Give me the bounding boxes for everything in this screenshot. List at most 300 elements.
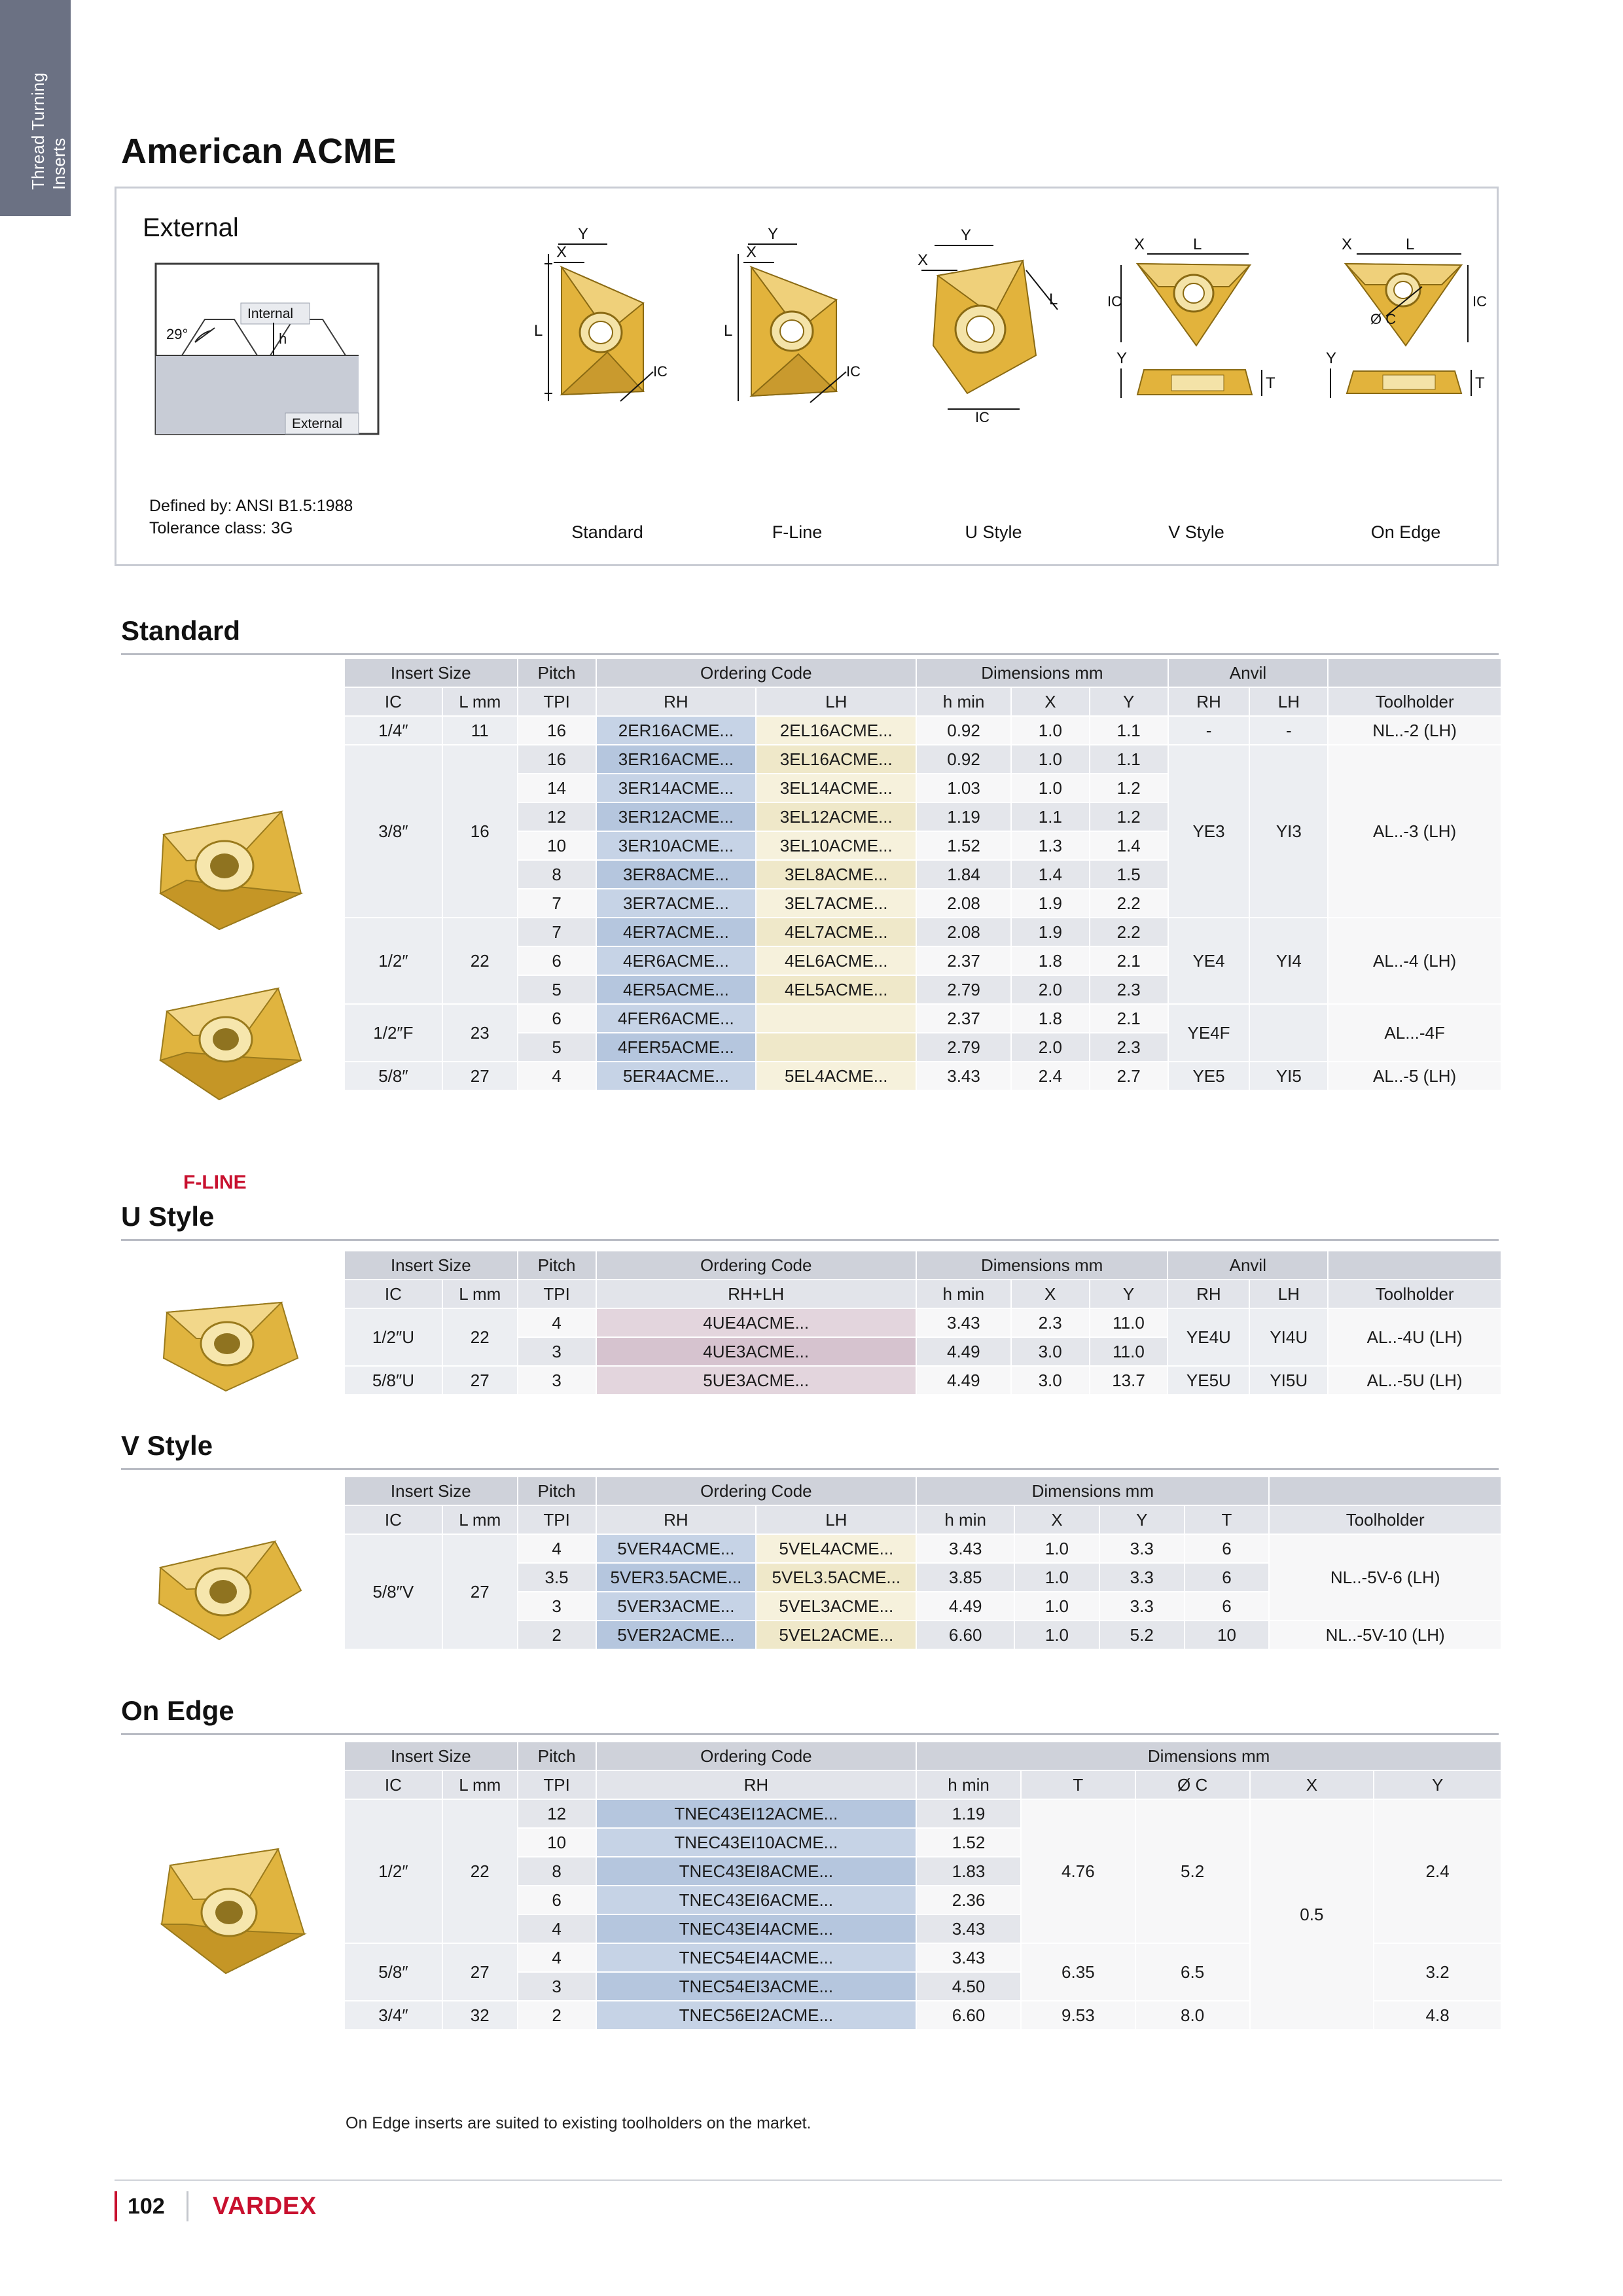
subheader-tpi: TPI — [518, 1770, 596, 1799]
cell-anvil-lh: YI5 — [1249, 1062, 1328, 1090]
cell-rh: 3ER7ACME... — [596, 889, 757, 918]
cell-rh: TNEC54EI3ACME... — [596, 1972, 917, 2001]
svg-text:IC: IC — [975, 409, 990, 425]
cell-y: 1.2 — [1090, 802, 1168, 831]
cell-tpi: 4 — [518, 1534, 596, 1563]
cell-h: 1.19 — [916, 802, 1011, 831]
cell-tpi: 7 — [518, 889, 596, 918]
cell-y: 1.1 — [1090, 745, 1168, 774]
cell-code: 4UE4ACME... — [596, 1308, 916, 1337]
cell-anvil-lh: YI4 — [1249, 918, 1328, 1004]
subheader-anvil-lh: LH — [1249, 687, 1328, 716]
subheader-toolholder: Toolholder — [1328, 687, 1501, 716]
cell-h: 2.79 — [916, 1033, 1011, 1062]
cell-l: 11 — [442, 716, 518, 745]
cell-lh: 4EL5ACME... — [756, 975, 916, 1004]
cell-h: 2.08 — [916, 918, 1011, 946]
cell-x: 1.0 — [1014, 1621, 1099, 1649]
cell-l: 27 — [442, 1534, 518, 1649]
cell-lh: 3EL8ACME... — [756, 860, 916, 889]
cell-rh: 3ER16ACME... — [596, 745, 757, 774]
svg-text:Y: Y — [961, 226, 972, 244]
cell-h: 2.37 — [916, 946, 1011, 975]
cell-y: 2.3 — [1090, 1033, 1168, 1062]
cell-lh: 5VEL4ACME... — [756, 1534, 916, 1563]
fline-logo: F-LINE — [183, 1172, 247, 1193]
vstyle-group-header-row — [344, 1477, 1501, 1505]
cell-y: 2.1 — [1090, 946, 1168, 975]
cell-tpi: 2 — [518, 1621, 596, 1649]
cell-tpi: 6 — [518, 946, 596, 975]
subheader-toolholder: Toolholder — [1328, 1280, 1501, 1308]
vstyle-insert-sketch — [1098, 224, 1294, 440]
subheader-ic: IC — [344, 1505, 442, 1534]
cell-y: 2.2 — [1090, 918, 1168, 946]
header-insert-size: Insert Size — [344, 1742, 518, 1770]
cell-l: 16 — [442, 745, 518, 918]
cell-anvil-lh: - — [1249, 716, 1328, 745]
svg-text:IC: IC — [653, 363, 668, 380]
table-row — [344, 1004, 1501, 1033]
ustyle-insert-photo — [141, 1276, 317, 1401]
cell-y: 1.2 — [1090, 774, 1168, 802]
cell-x: 0.5 — [1250, 1799, 1374, 2030]
cell-rh: 3ER12ACME... — [596, 802, 757, 831]
defined-by-text — [149, 495, 353, 539]
cell-l: 27 — [442, 1062, 518, 1090]
table-row — [344, 1534, 1501, 1563]
cell-toolholder: NL..-5V-10 (LH) — [1269, 1621, 1501, 1649]
cell-t: 6 — [1185, 1592, 1270, 1621]
subheader-ic: IC — [344, 1770, 442, 1799]
section-heading-ustyle: U Style — [121, 1201, 1502, 1232]
subheader-ic: IC — [344, 1280, 442, 1308]
svg-text:IC: IC — [846, 363, 861, 380]
cell-y: 3.3 — [1099, 1592, 1185, 1621]
cell-rh: 5VER3ACME... — [596, 1592, 757, 1621]
table-row — [344, 716, 1501, 745]
header-spacer — [1328, 1251, 1501, 1280]
subheader-lh: LH — [756, 687, 916, 716]
cell-tpi: 2 — [518, 2001, 596, 2030]
cell-h: 3.85 — [916, 1563, 1014, 1592]
cell-lh: 2EL16ACME... — [756, 716, 916, 745]
cell-h: 4.49 — [916, 1366, 1011, 1395]
svg-text:h: h — [279, 331, 287, 347]
section-heading-standard: Standard — [121, 615, 1502, 647]
svg-text:Internal: Internal — [247, 306, 294, 321]
header-insert-size: Insert Size — [344, 1477, 518, 1505]
cell-x: 1.0 — [1011, 774, 1090, 802]
cell-y: 2.1 — [1090, 1004, 1168, 1033]
svg-text:External: External — [292, 416, 343, 431]
svg-text:IC: IC — [1107, 293, 1122, 310]
header-ordering-code: Ordering Code — [596, 1251, 916, 1280]
cell-code: 5UE3ACME... — [596, 1366, 916, 1395]
vstyle-table — [344, 1476, 1502, 1650]
cell-toolholder: NL..-5V-6 (LH) — [1269, 1534, 1501, 1621]
cell-oc: 6.5 — [1135, 1943, 1250, 2001]
cell-toolholder: AL...-4F — [1328, 1004, 1501, 1062]
cell-tpi: 8 — [518, 1857, 596, 1886]
cell-y: 3.2 — [1374, 1943, 1501, 2001]
svg-text:X: X — [556, 243, 567, 261]
svg-text:L: L — [1406, 236, 1415, 253]
cell-x: 1.0 — [1014, 1592, 1099, 1621]
cell-l: 22 — [442, 1799, 518, 1943]
cell-anvil-rh: YE4U — [1168, 1308, 1249, 1366]
cell-ic: 3/4″ — [344, 2001, 442, 2030]
vstyle-sub-header-row — [344, 1505, 1501, 1534]
subheader-y: Y — [1090, 1280, 1168, 1308]
cell-ic: 5/8″ — [344, 1062, 442, 1090]
cell-tpi: 12 — [518, 1799, 596, 1828]
cell-rh: 5VER2ACME... — [596, 1621, 757, 1649]
cell-rh: 3ER10ACME... — [596, 831, 757, 860]
cell-l: 27 — [442, 1943, 518, 2001]
cell-anvil-rh: YE3 — [1168, 745, 1250, 918]
cell-h: 2.08 — [916, 889, 1011, 918]
caption-vstyle: V Style — [1168, 522, 1224, 542]
subheader-hmin: h min — [916, 1505, 1014, 1534]
external-label: External — [143, 213, 239, 242]
subheader-rhlh: RH+LH — [596, 1280, 916, 1308]
cell-lh: 3EL7ACME... — [756, 889, 916, 918]
cell-h: 1.03 — [916, 774, 1011, 802]
cell-tpi: 3.5 — [518, 1563, 596, 1592]
cell-y: 4.8 — [1374, 2001, 1501, 2030]
header-ordering-code: Ordering Code — [596, 658, 917, 687]
subheader-hmin: h min — [916, 687, 1011, 716]
cell-rh: 4FER5ACME... — [596, 1033, 757, 1062]
cell-lh — [756, 1033, 916, 1062]
cell-rh: TNEC54EI4ACME... — [596, 1943, 917, 1972]
cell-anvil-rh: YE4F — [1168, 1004, 1250, 1062]
cell-y: 5.2 — [1099, 1621, 1185, 1649]
cell-tpi: 3 — [518, 1972, 596, 2001]
subheader-rh: RH — [596, 1505, 757, 1534]
cell-h: 1.52 — [916, 831, 1011, 860]
cell-rh: 4ER6ACME... — [596, 946, 757, 975]
header-anvil: Anvil — [1168, 1251, 1328, 1280]
onedge-group-header-row — [344, 1742, 1501, 1770]
cell-ic: 1/2″U — [344, 1308, 442, 1366]
cell-x: 1.1 — [1011, 802, 1090, 831]
header-pitch: Pitch — [518, 1742, 596, 1770]
cell-tpi: 10 — [518, 1828, 596, 1857]
cell-x: 3.0 — [1011, 1366, 1090, 1395]
cell-tpi: 4 — [518, 1062, 596, 1090]
onedge-sub-header-row — [344, 1770, 1501, 1799]
header-spacer — [1269, 1477, 1501, 1505]
cell-x: 2.0 — [1011, 975, 1090, 1004]
cell-tpi: 3 — [518, 1592, 596, 1621]
subheader-toolholder: Toolholder — [1269, 1505, 1501, 1534]
subheader-l: L mm — [442, 1280, 518, 1308]
cell-lh: 5VEL3ACME... — [756, 1592, 916, 1621]
cell-anvil-rh: YE4 — [1168, 918, 1250, 1004]
header-dimensions: Dimensions mm — [916, 658, 1168, 687]
cell-rh: 5ER4ACME... — [596, 1062, 757, 1090]
cell-lh: 5VEL3.5ACME... — [756, 1563, 916, 1592]
cell-ic: 5/8″ — [344, 1943, 442, 2001]
cell-rh: TNEC43EI4ACME... — [596, 1914, 917, 1943]
cell-x: 1.9 — [1011, 918, 1090, 946]
cell-toolholder: AL..-4 (LH) — [1328, 918, 1501, 1004]
cell-anvil-rh: - — [1168, 716, 1250, 745]
cell-lh: 3EL14ACME... — [756, 774, 916, 802]
header-ordering-code: Ordering Code — [596, 1477, 917, 1505]
table-row — [344, 918, 1501, 946]
cell-h: 3.43 — [916, 1943, 1021, 1972]
cell-t: 6 — [1185, 1534, 1270, 1563]
subheader-y: Y — [1374, 1770, 1501, 1799]
section-tab-line2: Inserts — [49, 137, 69, 190]
svg-text:29°: 29° — [166, 326, 188, 342]
thread-profile-diagram — [143, 257, 391, 454]
cell-ic: 5/8″U — [344, 1366, 442, 1395]
cell-anvil-rh: YE5 — [1168, 1062, 1250, 1090]
subheader-anvil-rh: RH — [1168, 1280, 1249, 1308]
cell-y: 3.3 — [1099, 1534, 1185, 1563]
cell-lh: 4EL7ACME... — [756, 918, 916, 946]
cell-oc: 8.0 — [1135, 2001, 1250, 2030]
cell-h: 3.43 — [916, 1308, 1011, 1337]
caption-onedge: On Edge — [1370, 522, 1441, 542]
svg-text:L: L — [724, 322, 733, 340]
cell-x: 1.4 — [1011, 860, 1090, 889]
onedge-insert-sketch — [1308, 224, 1504, 440]
cell-t: 6 — [1185, 1563, 1270, 1592]
defined-by: Defined by: ANSI B1.5:1988 — [149, 497, 353, 515]
section-heading-vstyle: V Style — [121, 1430, 1502, 1462]
header-dimensions: Dimensions mm — [916, 1251, 1168, 1280]
table-row — [344, 1062, 1501, 1090]
subheader-x: X — [1011, 687, 1090, 716]
subheader-l: L mm — [442, 1505, 518, 1534]
subheader-tpi: TPI — [518, 1505, 596, 1534]
cell-anvil-lh: YI4U — [1249, 1308, 1328, 1366]
cell-h: 2.37 — [916, 1004, 1011, 1033]
cell-h: 2.36 — [916, 1886, 1021, 1914]
cell-tpi: 7 — [518, 918, 596, 946]
cell-t: 10 — [1185, 1621, 1270, 1649]
cell-h: 6.60 — [916, 1621, 1014, 1649]
cell-h: 0.92 — [916, 716, 1011, 745]
subheader-l: L mm — [442, 687, 518, 716]
cell-lh: 3EL12ACME... — [756, 802, 916, 831]
cell-h: 4.49 — [916, 1592, 1014, 1621]
cell-y: 13.7 — [1090, 1366, 1168, 1395]
cell-tpi: 6 — [518, 1004, 596, 1033]
cell-l: 23 — [442, 1004, 518, 1062]
svg-text:X: X — [746, 243, 757, 261]
cell-x: 1.9 — [1011, 889, 1090, 918]
svg-text:Y: Y — [578, 225, 589, 243]
cell-tpi: 5 — [518, 1033, 596, 1062]
cell-toolholder: AL..-3 (LH) — [1328, 745, 1501, 918]
ustyle-sub-header-row — [344, 1280, 1501, 1308]
standard-table — [344, 658, 1502, 1091]
caption-fline: F-Line — [772, 522, 823, 542]
cell-y: 11.0 — [1090, 1308, 1168, 1337]
cell-lh: 4EL6ACME... — [756, 946, 916, 975]
cell-h: 1.83 — [916, 1857, 1021, 1886]
cell-h: 6.60 — [916, 2001, 1021, 2030]
page-number: 102 — [128, 2194, 165, 2219]
section-tab-label — [27, 73, 69, 190]
subheader-x: X — [1250, 1770, 1374, 1799]
cell-h: 0.92 — [916, 745, 1011, 774]
cell-x: 2.0 — [1011, 1033, 1090, 1062]
ustyle-table — [344, 1250, 1502, 1395]
standard-sub-header-row — [344, 687, 1501, 716]
cell-tpi: 16 — [518, 745, 596, 774]
overview-box — [115, 187, 1499, 566]
cell-tpi: 12 — [518, 802, 596, 831]
subheader-x: X — [1014, 1505, 1099, 1534]
cell-ic: 5/8″V — [344, 1534, 442, 1649]
subheader-l: L mm — [442, 1770, 518, 1799]
subheader-ic: IC — [344, 687, 442, 716]
header-insert-size: Insert Size — [344, 1251, 518, 1280]
cell-y: 2.2 — [1090, 889, 1168, 918]
cell-rh: 5VER4ACME... — [596, 1534, 757, 1563]
cell-x: 2.3 — [1011, 1308, 1090, 1337]
cell-x: 1.8 — [1011, 1004, 1090, 1033]
cell-rh: TNEC43EI8ACME... — [596, 1857, 917, 1886]
cell-y: 2.4 — [1374, 1799, 1501, 1943]
cell-y: 1.1 — [1090, 716, 1168, 745]
cell-lh: 3EL16ACME... — [756, 745, 916, 774]
header-insert-size: Insert Size — [344, 658, 518, 687]
cell-h: 1.84 — [916, 860, 1011, 889]
header-dimensions: Dimensions mm — [916, 1742, 1501, 1770]
header-anvil: Anvil — [1168, 658, 1329, 687]
cell-toolholder: AL..-5 (LH) — [1328, 1062, 1501, 1090]
section-tab — [0, 0, 71, 216]
fline-insert-photo — [141, 962, 317, 1113]
fline-insert-sketch — [712, 224, 889, 440]
cell-anvil-lh: YI3 — [1249, 745, 1328, 918]
cell-h: 4.49 — [916, 1337, 1011, 1366]
cell-h: 3.43 — [916, 1062, 1011, 1090]
cell-ic: 1/2″ — [344, 1799, 442, 1943]
table-row — [344, 1799, 1501, 1828]
brand-logo: VARDEX — [213, 2193, 317, 2220]
ustyle-group-header-row — [344, 1251, 1501, 1280]
cell-toolholder: NL..-2 (LH) — [1328, 716, 1501, 745]
cell-rh: TNEC56EI2ACME... — [596, 2001, 917, 2030]
cell-t: 6.35 — [1021, 1943, 1135, 2001]
cell-l: 27 — [442, 1366, 518, 1395]
cell-rh: 4ER5ACME... — [596, 975, 757, 1004]
cell-lh: 3EL10ACME... — [756, 831, 916, 860]
cell-tpi: 3 — [518, 1337, 596, 1366]
subheader-t: T — [1185, 1505, 1270, 1534]
cell-h: 2.79 — [916, 975, 1011, 1004]
cell-anvil-rh: YE5U — [1168, 1366, 1249, 1395]
cell-code: 4UE3ACME... — [596, 1337, 916, 1366]
section-heading-onedge: On Edge — [121, 1695, 1502, 1727]
cell-tpi: 4 — [518, 1308, 596, 1337]
cell-h: 1.52 — [916, 1828, 1021, 1857]
cell-rh: 3ER8ACME... — [596, 860, 757, 889]
cell-tpi: 14 — [518, 774, 596, 802]
section-tab-line1: Thread Turning — [28, 72, 48, 190]
svg-text:T: T — [1475, 374, 1485, 392]
subheader-hmin: h min — [916, 1280, 1011, 1308]
cell-x: 1.3 — [1011, 831, 1090, 860]
standard-insert-sketch — [522, 224, 699, 440]
subheader-y: Y — [1099, 1505, 1185, 1534]
onedge-insert-photo — [141, 1826, 324, 1990]
cell-x: 1.8 — [1011, 946, 1090, 975]
cell-tpi: 4 — [518, 1943, 596, 1972]
svg-text:T: T — [1266, 374, 1275, 392]
cell-h: 3.43 — [916, 1534, 1014, 1563]
caption-ustyle: U Style — [965, 522, 1022, 542]
cell-rh: 5VER3.5ACME... — [596, 1563, 757, 1592]
cell-h: 1.19 — [916, 1799, 1021, 1828]
svg-text:L: L — [1049, 291, 1058, 308]
svg-text:Ø C: Ø C — [1370, 311, 1397, 327]
subheader-anvil-rh: RH — [1168, 687, 1250, 716]
cell-x: 1.0 — [1011, 716, 1090, 745]
onedge-table — [344, 1741, 1502, 2030]
subheader-y: Y — [1090, 687, 1168, 716]
onedge-note: On Edge inserts are suited to existing toolholders on the market. — [346, 2114, 812, 2132]
cell-tpi: 10 — [518, 831, 596, 860]
tolerance-class: Tolerance class: 3G — [149, 519, 293, 537]
cell-toolholder: AL..-5U (LH) — [1328, 1366, 1501, 1395]
cell-toolholder: AL..-4U (LH) — [1328, 1308, 1501, 1366]
page-title: American ACME — [121, 132, 397, 171]
cell-tpi: 16 — [518, 716, 596, 745]
cell-h: 3.43 — [916, 1914, 1021, 1943]
subheader-tpi: TPI — [518, 687, 596, 716]
subheader-rh: RH — [596, 687, 757, 716]
subheader-t: T — [1021, 1770, 1135, 1799]
cell-tpi: 5 — [518, 975, 596, 1004]
cell-lh: 5VEL2ACME... — [756, 1621, 916, 1649]
cell-rh: TNEC43EI10ACME... — [596, 1828, 917, 1857]
header-spacer — [1328, 658, 1501, 687]
cell-x: 1.0 — [1014, 1534, 1099, 1563]
table-row — [344, 1621, 1501, 1649]
svg-text:L: L — [1193, 236, 1202, 253]
cell-oc: 5.2 — [1135, 1799, 1250, 1943]
svg-text:X: X — [1134, 236, 1145, 253]
subheader-anvil-lh: LH — [1249, 1280, 1328, 1308]
cell-x: 1.0 — [1011, 745, 1090, 774]
cell-rh: 3ER14ACME... — [596, 774, 757, 802]
svg-text:L: L — [534, 322, 543, 340]
standard-group-header-row — [344, 658, 1501, 687]
header-pitch: Pitch — [518, 658, 596, 687]
cell-x: 1.0 — [1014, 1563, 1099, 1592]
table-row — [344, 1308, 1501, 1337]
cell-y: 2.3 — [1090, 975, 1168, 1004]
cell-y: 2.7 — [1090, 1062, 1168, 1090]
cell-rh: 4ER7ACME... — [596, 918, 757, 946]
cell-l: 32 — [442, 2001, 518, 2030]
cell-tpi: 4 — [518, 1914, 596, 1943]
cell-anvil-lh — [1249, 1004, 1328, 1062]
subheader-oc: Ø C — [1135, 1770, 1250, 1799]
cell-ic: 1/4″ — [344, 716, 442, 745]
cell-x: 3.0 — [1011, 1337, 1090, 1366]
